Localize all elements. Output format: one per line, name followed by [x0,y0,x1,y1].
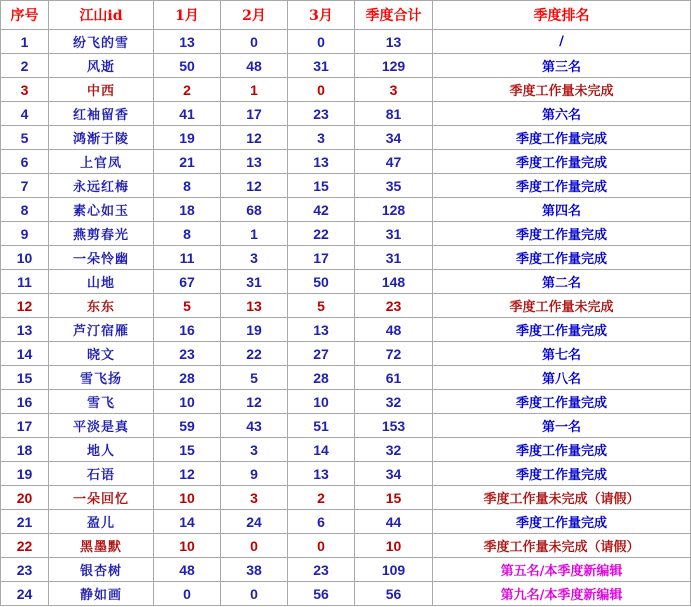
header-month-3[interactable]: 3月 [288,1,355,30]
table-row [1,174,691,198]
cell-month-3[interactable]: 51 [288,414,355,438]
cell-month-1[interactable]: 14 [154,510,221,534]
table-row [1,246,691,270]
cell-user-id[interactable]: 燕剪春光 [49,222,154,246]
cell-user-id[interactable]: 风逝 [49,54,154,78]
table-row [1,150,691,174]
cell-quarter-rank[interactable]: 第四名 [433,198,691,222]
header-user-id[interactable]: 江山id [49,1,154,30]
cell-quarter-rank[interactable]: 季度工作量完成 [433,246,691,270]
cell-quarter-rank[interactable]: 第三名 [433,54,691,78]
cell-month-3[interactable]: 13 [288,462,355,486]
cell-quarter-rank[interactable]: 季度工作量完成 [433,438,691,462]
cell-index[interactable]: 3 [1,78,49,102]
cell-user-id[interactable]: 一朵怜幽 [49,246,154,270]
header-quarter-total[interactable]: 季度合计 [355,1,433,30]
cell-quarter-total[interactable]: 48 [355,318,433,342]
cell-quarter-total[interactable]: 56 [355,582,433,606]
cell-quarter-total[interactable]: 148 [355,270,433,294]
cell-month-1[interactable]: 67 [154,270,221,294]
cell-user-id[interactable]: 平淡是真 [49,414,154,438]
cell-user-id[interactable]: 石语 [49,462,154,486]
cell-quarter-rank[interactable]: 季度工作量完成 [433,174,691,198]
cell-month-3[interactable]: 14 [288,438,355,462]
cell-user-id[interactable]: 静如画 [49,582,154,606]
cell-quarter-total[interactable]: 32 [355,438,433,462]
cell-month-2[interactable]: 3 [221,246,288,270]
cell-quarter-total[interactable]: 72 [355,342,433,366]
cell-month-1[interactable]: 10 [154,390,221,414]
cell-month-2[interactable]: 12 [221,174,288,198]
header-index[interactable]: 序号 [1,1,49,30]
table-row [1,198,691,222]
cell-index[interactable]: 24 [1,582,49,606]
cell-user-id[interactable]: 素心如玉 [49,198,154,222]
cell-user-id[interactable]: 红袖留香 [49,102,154,126]
cell-month-3[interactable]: 50 [288,270,355,294]
cell-index[interactable]: 20 [1,486,49,510]
cell-quarter-rank[interactable]: 季度工作量完成 [433,462,691,486]
cell-month-1[interactable]: 28 [154,366,221,390]
cell-quarter-total[interactable]: 153 [355,414,433,438]
cell-month-3[interactable]: 0 [288,534,355,558]
cell-quarter-total[interactable]: 10 [355,534,433,558]
header-month-2[interactable]: 2月 [221,1,288,30]
table-row [1,78,691,102]
cell-month-3[interactable]: 31 [288,54,355,78]
cell-month-1[interactable]: 11 [154,246,221,270]
cell-month-1[interactable]: 5 [154,294,221,318]
cell-index[interactable]: 12 [1,294,49,318]
cell-index[interactable]: 7 [1,174,49,198]
table-row [1,222,691,246]
cell-index[interactable]: 5 [1,126,49,150]
cell-index[interactable]: 4 [1,102,49,126]
cell-month-1[interactable]: 41 [154,102,221,126]
table-row [1,318,691,342]
cell-month-3[interactable]: 0 [288,78,355,102]
cell-month-2[interactable]: 12 [221,126,288,150]
cell-index[interactable]: 19 [1,462,49,486]
table-row [1,486,691,510]
cell-month-2[interactable]: 0 [221,30,288,54]
cell-quarter-rank[interactable]: 季度工作量完成 [433,150,691,174]
table-row [1,510,691,534]
cell-month-2[interactable]: 3 [221,438,288,462]
cell-month-2[interactable]: 43 [221,414,288,438]
cell-month-3[interactable]: 56 [288,582,355,606]
cell-index[interactable]: 1 [1,30,49,54]
cell-month-3[interactable]: 27 [288,342,355,366]
cell-month-1[interactable]: 21 [154,150,221,174]
table-row [1,270,691,294]
cell-month-1[interactable]: 12 [154,462,221,486]
cell-quarter-rank[interactable]: 第六名 [433,102,691,126]
cell-user-id[interactable]: 一朵回忆 [49,486,154,510]
cell-index[interactable]: 15 [1,366,49,390]
table-row [1,534,691,558]
cell-month-1[interactable]: 10 [154,486,221,510]
cell-month-3[interactable]: 23 [288,102,355,126]
cell-month-2[interactable]: 24 [221,510,288,534]
cell-quarter-rank[interactable]: 第九名/本季度新编辑 [433,582,691,606]
header-row [1,1,691,30]
cell-quarter-total[interactable]: 23 [355,294,433,318]
cell-month-3[interactable]: 23 [288,558,355,582]
cell-month-2[interactable]: 48 [221,54,288,78]
cell-index[interactable]: 13 [1,318,49,342]
cell-month-1[interactable]: 50 [154,54,221,78]
cell-user-id[interactable]: 黑墨默 [49,534,154,558]
table-row [1,558,691,582]
table-row [1,582,691,606]
cell-quarter-rank[interactable]: 第八名 [433,366,691,390]
cell-month-3[interactable]: 22 [288,222,355,246]
cell-quarter-rank[interactable]: 季度工作量完成 [433,318,691,342]
header-month-1[interactable]: 1月 [154,1,221,30]
table-row [1,366,691,390]
cell-month-1[interactable]: 8 [154,222,221,246]
cell-quarter-rank[interactable]: 第七名 [433,342,691,366]
cell-month-1[interactable]: 2 [154,78,221,102]
cell-quarter-rank[interactable]: 季度工作量未完成（请假） [433,486,691,510]
cell-month-3[interactable]: 6 [288,510,355,534]
cell-month-3[interactable]: 3 [288,126,355,150]
cell-month-1[interactable]: 8 [154,174,221,198]
cell-quarter-rank[interactable]: 季度工作量未完成 [433,294,691,318]
cell-quarter-rank[interactable]: 第一名 [433,414,691,438]
cell-month-3[interactable]: 17 [288,246,355,270]
table-row [1,54,691,78]
cell-month-1[interactable]: 19 [154,126,221,150]
cell-user-id[interactable]: 晓文 [49,342,154,366]
cell-month-1[interactable]: 10 [154,534,221,558]
cell-quarter-total[interactable]: 44 [355,510,433,534]
cell-month-2[interactable]: 9 [221,462,288,486]
cell-month-2[interactable]: 19 [221,318,288,342]
table-row [1,342,691,366]
cell-month-2[interactable]: 31 [221,270,288,294]
table-row [1,438,691,462]
cell-month-2[interactable]: 5 [221,366,288,390]
cell-user-id[interactable]: 山地 [49,270,154,294]
cell-month-2[interactable]: 13 [221,150,288,174]
cell-quarter-total[interactable]: 31 [355,246,433,270]
cell-month-2[interactable]: 22 [221,342,288,366]
cell-month-2[interactable]: 68 [221,198,288,222]
cell-user-id[interactable]: 东东 [49,294,154,318]
table-row [1,30,691,54]
cell-index[interactable]: 8 [1,198,49,222]
cell-quarter-total[interactable]: 31 [355,222,433,246]
cell-month-1[interactable]: 0 [154,582,221,606]
cell-quarter-total[interactable]: 34 [355,126,433,150]
cell-month-3[interactable]: 28 [288,366,355,390]
cell-quarter-total[interactable]: 129 [355,54,433,78]
cell-quarter-total[interactable]: 109 [355,558,433,582]
cell-month-3[interactable]: 5 [288,294,355,318]
cell-month-2[interactable]: 12 [221,390,288,414]
cell-month-2[interactable]: 1 [221,222,288,246]
cell-month-3[interactable]: 2 [288,486,355,510]
cell-index[interactable]: 22 [1,534,49,558]
cell-quarter-rank[interactable]: 季度工作量完成 [433,126,691,150]
cell-quarter-rank[interactable]: 季度工作量未完成 [433,78,691,102]
cell-quarter-rank[interactable]: 第二名 [433,270,691,294]
cell-index[interactable]: 11 [1,270,49,294]
cell-quarter-total[interactable]: 81 [355,102,433,126]
cell-index[interactable]: 14 [1,342,49,366]
cell-quarter-rank[interactable]: 季度工作量完成 [433,222,691,246]
cell-month-1[interactable]: 23 [154,342,221,366]
cell-month-1[interactable]: 15 [154,438,221,462]
cell-month-1[interactable]: 59 [154,414,221,438]
cell-user-id[interactable]: 纷飞的雪 [49,30,154,54]
cell-quarter-total[interactable]: 35 [355,174,433,198]
cell-user-id[interactable]: 上官凤 [49,150,154,174]
cell-month-1[interactable]: 48 [154,558,221,582]
cell-user-id[interactable]: 中西 [49,78,154,102]
cell-index[interactable]: 17 [1,414,49,438]
cell-index[interactable]: 21 [1,510,49,534]
cell-user-id[interactable]: 地人 [49,438,154,462]
table-body [1,30,691,606]
cell-month-2[interactable]: 3 [221,486,288,510]
table-row [1,414,691,438]
cell-user-id[interactable]: 芦汀宿雁 [49,318,154,342]
cell-month-2[interactable]: 38 [221,558,288,582]
table-row [1,294,691,318]
cell-month-3[interactable]: 13 [288,150,355,174]
table-row [1,126,691,150]
table-row [1,102,691,126]
cell-index[interactable]: 6 [1,150,49,174]
cell-quarter-total[interactable]: 128 [355,198,433,222]
cell-user-id[interactable]: 盈儿 [49,510,154,534]
cell-month-1[interactable]: 18 [154,198,221,222]
cell-user-id[interactable]: 雪飞 [49,390,154,414]
cell-month-2[interactable]: 0 [221,582,288,606]
cell-index[interactable]: 2 [1,54,49,78]
cell-month-3[interactable]: 15 [288,174,355,198]
cell-month-1[interactable]: 13 [154,30,221,54]
cell-month-3[interactable]: 10 [288,390,355,414]
table-row [1,390,691,414]
cell-month-2[interactable]: 13 [221,294,288,318]
cell-quarter-total[interactable]: 32 [355,390,433,414]
cell-month-2[interactable]: 0 [221,534,288,558]
cell-month-2[interactable]: 1 [221,78,288,102]
cell-quarter-rank[interactable]: 第五名/本季度新编辑 [433,558,691,582]
cell-user-id[interactable]: 鸿渐于陵 [49,126,154,150]
cell-quarter-total[interactable]: 34 [355,462,433,486]
cell-user-id[interactable]: 雪飞扬 [49,366,154,390]
cell-quarter-total[interactable]: 15 [355,486,433,510]
cell-index[interactable]: 23 [1,558,49,582]
table-row [1,462,691,486]
cell-quarter-total[interactable]: 13 [355,30,433,54]
cell-user-id[interactable]: 银杏树 [49,558,154,582]
cell-month-3[interactable]: 42 [288,198,355,222]
cell-quarter-total[interactable]: 61 [355,366,433,390]
header-quarter-rank[interactable]: 季度排名 [433,1,691,30]
cell-month-1[interactable]: 16 [154,318,221,342]
cell-month-2[interactable]: 17 [221,102,288,126]
cell-quarter-rank[interactable]: 季度工作量完成 [433,390,691,414]
cell-index[interactable]: 16 [1,390,49,414]
cell-quarter-rank[interactable]: 季度工作量未完成（请假） [433,534,691,558]
cell-index[interactable]: 9 [1,222,49,246]
cell-quarter-rank[interactable]: / [433,30,691,54]
cell-month-3[interactable]: 0 [288,30,355,54]
cell-month-3[interactable]: 13 [288,318,355,342]
cell-index[interactable]: 18 [1,438,49,462]
cell-quarter-total[interactable]: 47 [355,150,433,174]
cell-quarter-total[interactable]: 3 [355,78,433,102]
cell-index[interactable]: 10 [1,246,49,270]
cell-user-id[interactable]: 永远红梅 [49,174,154,198]
cell-quarter-rank[interactable]: 季度工作量完成 [433,510,691,534]
